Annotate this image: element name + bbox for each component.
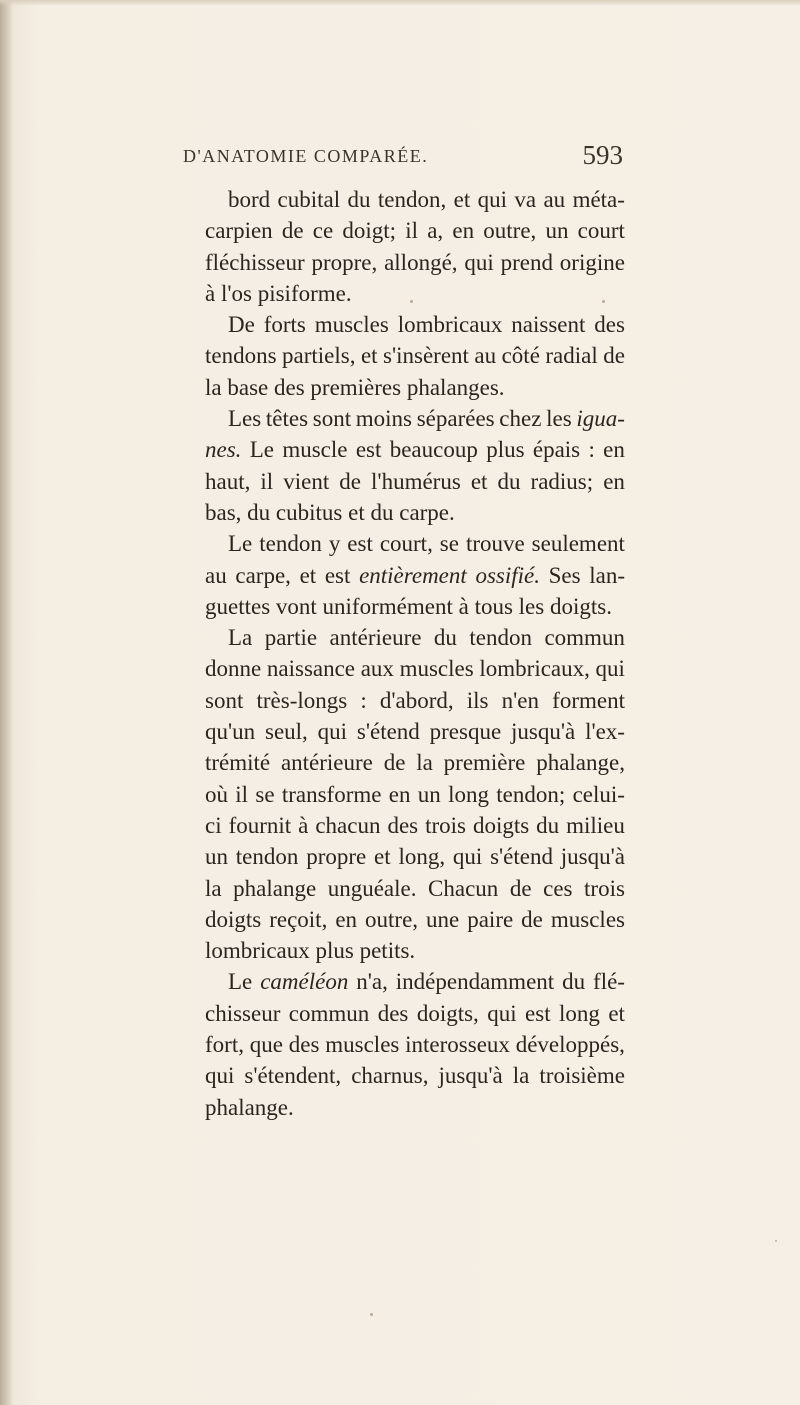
text-line: ci fournit à chacun des trois doigts du milieu — [205, 812, 625, 838]
page-header — [183, 140, 623, 180]
text-line: guettes vont uniformément à tous les doigts. — [205, 593, 612, 619]
text-line: bas, du cubitus et du carpe. — [205, 499, 455, 525]
paper-speck — [775, 1240, 777, 1242]
text-line: trémité antérieure de la première phalange, — [205, 750, 625, 776]
text-line: sont très-longs : d'abord, ils n'en forment — [205, 687, 625, 713]
text-line: bord cubital du tendon, et qui va au méta- — [228, 187, 625, 212]
text-line: Le tendon y est court, se trouve seulement — [228, 531, 625, 557]
text-line: haut, il vient de l'humérus et du radius; en — [205, 468, 625, 494]
text-line: tendons partiels, et s'insèrent au côté radial de — [205, 343, 625, 369]
text-line: un tendon propre et long, qui s'étend jusqu'à — [205, 844, 625, 870]
text-line: Les têtes sont moins séparées chez les igua- — [228, 406, 625, 432]
text-line: fléchisseur propre, allongé, qui prend origine — [205, 249, 625, 275]
text-line: doigts reçoit, en outre, une paire de muscles — [205, 906, 625, 932]
body-text — [205, 184, 625, 1123]
text-line: donne naissance aux muscles lombricaux, qui — [205, 656, 625, 682]
text-line: Le caméléon n'a, indépendamment du flé- — [228, 969, 625, 995]
text-line: la base des premières phalanges. — [205, 374, 505, 400]
text-line: carpien de ce doigt; il a, en outre, un court — [205, 218, 625, 244]
text-line: phalange. — [205, 1094, 294, 1120]
text-line: nes. Le muscle est beaucoup plus épais : en — [205, 437, 625, 463]
paper-speck — [370, 1313, 373, 1316]
text-line: qui s'étendent, charnus, jusqu'à la troisième — [205, 1063, 625, 1089]
text-line: fort, que des muscles interosseux développés, — [205, 1032, 625, 1058]
gutter-shadow — [0, 0, 12, 1405]
text-line: lombricaux plus petits. — [205, 938, 416, 964]
text-line: qu'un seul, qui s'étend presque jusqu'à l'ex- — [205, 719, 625, 745]
page-top-edge — [0, 0, 800, 6]
text-line: à l'os pisiforme. — [205, 280, 352, 306]
text-line: La partie antérieure du tendon commun — [228, 625, 625, 651]
paper-speck — [602, 300, 605, 303]
text-line: De forts muscles lombricaux naissent des — [228, 312, 625, 338]
running-title: D'ANATOMIE COMPARÉE. — [183, 146, 429, 166]
page-number: 593 — [582, 140, 623, 170]
text-line: la phalange unguéale. Chacun de ces trois — [205, 875, 625, 901]
text-line: au carpe, et est entièrement ossifié. Ses lan- — [205, 562, 625, 588]
text-line: chisseur commun des doigts, qui est long et — [205, 1000, 625, 1026]
text-line: où il se transforme en un long tendon; celui- — [205, 781, 625, 807]
paper-speck — [410, 300, 413, 303]
